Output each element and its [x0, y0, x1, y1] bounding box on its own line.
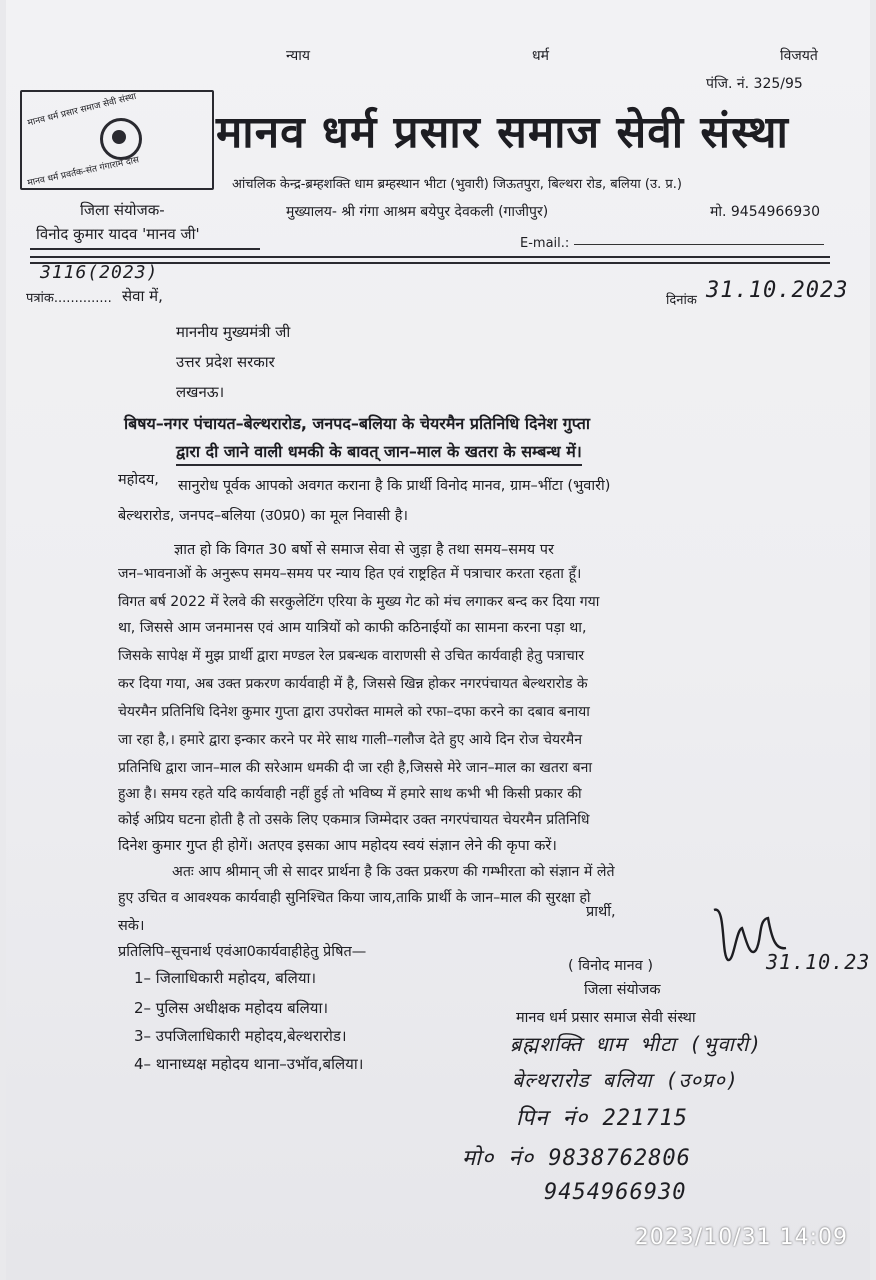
ref-number-handwritten: 3116(2023): [40, 262, 159, 283]
registration-number: पंजि. नं. 325/95: [706, 76, 803, 92]
motto-nyay: न्याय: [286, 48, 310, 64]
coordinator-label: जिला संयोजक-: [80, 201, 165, 219]
addressee-line-2: उत्तर प्रदेश सरकार: [176, 353, 275, 371]
body-line: कर दिया गया, अब उक्त प्रकरण कार्यवाही में है, जिससे खिन्न होकर नगरपंचायत बेल्थरारोड के: [118, 676, 588, 692]
date-label: दिनांक: [666, 293, 697, 308]
coordinator-name: विनोद कुमार यादव 'मानव जी': [36, 225, 200, 243]
body-line: सके।: [118, 918, 145, 934]
motto-vijayate: विजयते: [780, 48, 818, 64]
logo-text-top: मानव धर्म प्रसार समाज सेवी संस्था: [26, 91, 138, 129]
head-office: मुख्यालय- श्री गंगा आश्रम बयेपुर देवकली (गाजीपुर): [286, 204, 549, 220]
subject-line-2: द्वारा दी जाने वाली धमकी के बावत् जान–माल के खतरा के सम्बन्ध में।: [176, 440, 582, 466]
body-line: हुए उचित व आवश्यक कार्यवाही सुनिश्चित किया जाय,ताकि प्रार्थी के जान–माल की सुरक्षा हो: [118, 890, 591, 906]
body-line: हुआ है। समय रहते यदि कार्यवाही नहीं हुई तो भविष्य में हमारे साथ कभी भी किसी प्रकार की: [118, 786, 582, 802]
org-title: मानव धर्म प्रसार समाज सेवी संस्था: [216, 107, 789, 158]
regional-centre: आंचलिक केन्द्र-ब्रम्हशक्ति धाम ब्रम्हस्थान भीटा (भुवारी) जिऊतपुरा, बिल्थरा रोड, बलिया (उ. प्र.): [232, 177, 682, 192]
copy-item: 1– जिलाधिकारी महोदय, बलिया।: [134, 969, 317, 987]
date-value: 31.10.2023: [706, 278, 849, 303]
letter-page: [6, 0, 870, 1280]
body-line: दिनेश कुमार गुप्त ही होगें। अतएव इसका आप महोदय स्वयं संज्ञान लेने की कृपा करें।: [118, 838, 557, 854]
ref-label: पत्रांक..............: [26, 291, 112, 306]
signatory-org: मानव धर्म प्रसार समाज सेवी संस्था: [516, 1010, 696, 1026]
handwritten-address-line: बेल्थरारोड बलिया (उ०प्र०): [512, 1068, 739, 1092]
copy-item: 3– उपजिलाधिकारी महोदय,बेल्थरारोड।: [134, 1027, 347, 1045]
motto-dharm: धर्म: [532, 48, 549, 64]
signatory-designation: जिला संयोजक: [584, 982, 661, 998]
applicant-label: प्रार्थी,: [586, 904, 616, 920]
body-line: सानुरोध पूर्वक आपको अवगत कराना है कि प्रार्थी विनोद मानव, ग्राम–भींटा (भुवारी): [178, 478, 611, 494]
copy-item: 4– थानाध्यक्ष महोदय थाना–उभॉव,बलिया।: [134, 1055, 364, 1073]
photo-timestamp: 2023/10/31 14:09: [634, 1225, 848, 1250]
email-strikeout: [574, 244, 824, 245]
handwritten-mobile-2: 9454966930: [544, 1180, 687, 1205]
header-divider-1: [30, 256, 830, 258]
mobile-number: मो. 9454966930: [710, 204, 820, 220]
body-line: कोई अप्रिय घटना होती है तो उसके लिए एकमात्र जिम्मेदार उक्त नगरपंचायत चेयरमैन प्रतिनिधि: [118, 812, 590, 828]
body-line: प्रतिनिधि द्वारा जान–माल की सरेआम धमकी दी जा रही है,जिससे मेरे जान–माल का खतरा बना: [118, 760, 593, 776]
signatory-name: ( विनोद मानव ): [568, 958, 653, 974]
handwritten-pin: पिन नं० 221715: [516, 1106, 689, 1131]
logo-text-bottom: मानव धर्म प्रवर्तक-संत गंगाराम दास: [26, 155, 140, 189]
body-line: जा रहा है,। हमारे द्वारा इन्कार करने पर मेरे साथ गाली–गलौज देते हुए आये दिन रोज चेयरमैन: [118, 732, 583, 748]
body-line: ज्ञात हो कि विगत 30 बर्षो से समाज सेवा से जुड़ा है तथा समय–समय पर: [174, 542, 554, 558]
email-label: E-mail.:: [520, 236, 570, 251]
handwritten-address-line: ब्रह्मशक्ति धाम भीटा (भुवारी): [510, 1032, 763, 1056]
signature-date: 31.10.23: [766, 950, 871, 974]
handwritten-mobile-1: मो० नं० 9838762806: [462, 1146, 691, 1171]
subject-line-1: बिषय–नगर पंचायत–बेल्थरारोड, जनपद–बलिया के चेयरमैन प्रतिनिधि दिनेश गुप्ता: [124, 414, 590, 433]
copy-heading: प्रतिलिपि–सूचनार्थ एवंआ0कार्यवाहीहेतु प्रेषित—: [118, 944, 367, 960]
body-line: चेयरमैन प्रतिनिधि दिनेश कुमार गुप्ता द्वारा उपरोक्त मामले को रफा–दफा करने का दबाव बनाया: [118, 704, 590, 720]
body-line: जन–भावनाओं के अनुरूप समय–समय पर न्याय हित एवं राष्ट्रहित में पत्राचार करता रहता हूँ।: [118, 566, 582, 582]
body-line: था, जिससे आम जनमानस एवं आम यात्रियों को काफी कठिनाईयों का सामना करना पड़ा था,: [118, 620, 587, 636]
salutation: महोदय,: [118, 472, 159, 488]
body-line: अतः आप श्रीमान् जी से सादर प्रार्थना है कि उक्त प्रकरण की गम्भीरता को संज्ञान में लेते: [172, 864, 615, 880]
organization-logo: [20, 90, 214, 190]
body-line: बेल्थरारोड, जनपद–बलिया (उ0प्र0) का मूल निवासी है।: [118, 508, 408, 524]
addressee-line-1: माननीय मुख्यमंत्री जी: [176, 323, 291, 341]
body-line: जिसके सापेक्ष में मुझ प्रार्थी द्वारा मण्डल रेल प्रबन्धक वाराणसी से उचित कार्यवाही हेतु पत्राचार: [118, 648, 585, 664]
addressee-line-3: लखनऊ।: [176, 383, 225, 401]
to-label: सेवा में,: [122, 287, 163, 305]
body-line: विगत बर्ष 2022 में रेलवे की सरकुलेटिंग एरिया के मुख्य गेट को मंच लगाकर बन्द कर दिया गया: [118, 594, 600, 610]
copy-item: 2– पुलिस अधीक्षक महोदय बलिया।: [134, 999, 329, 1017]
coordinator-underline: [30, 248, 260, 250]
